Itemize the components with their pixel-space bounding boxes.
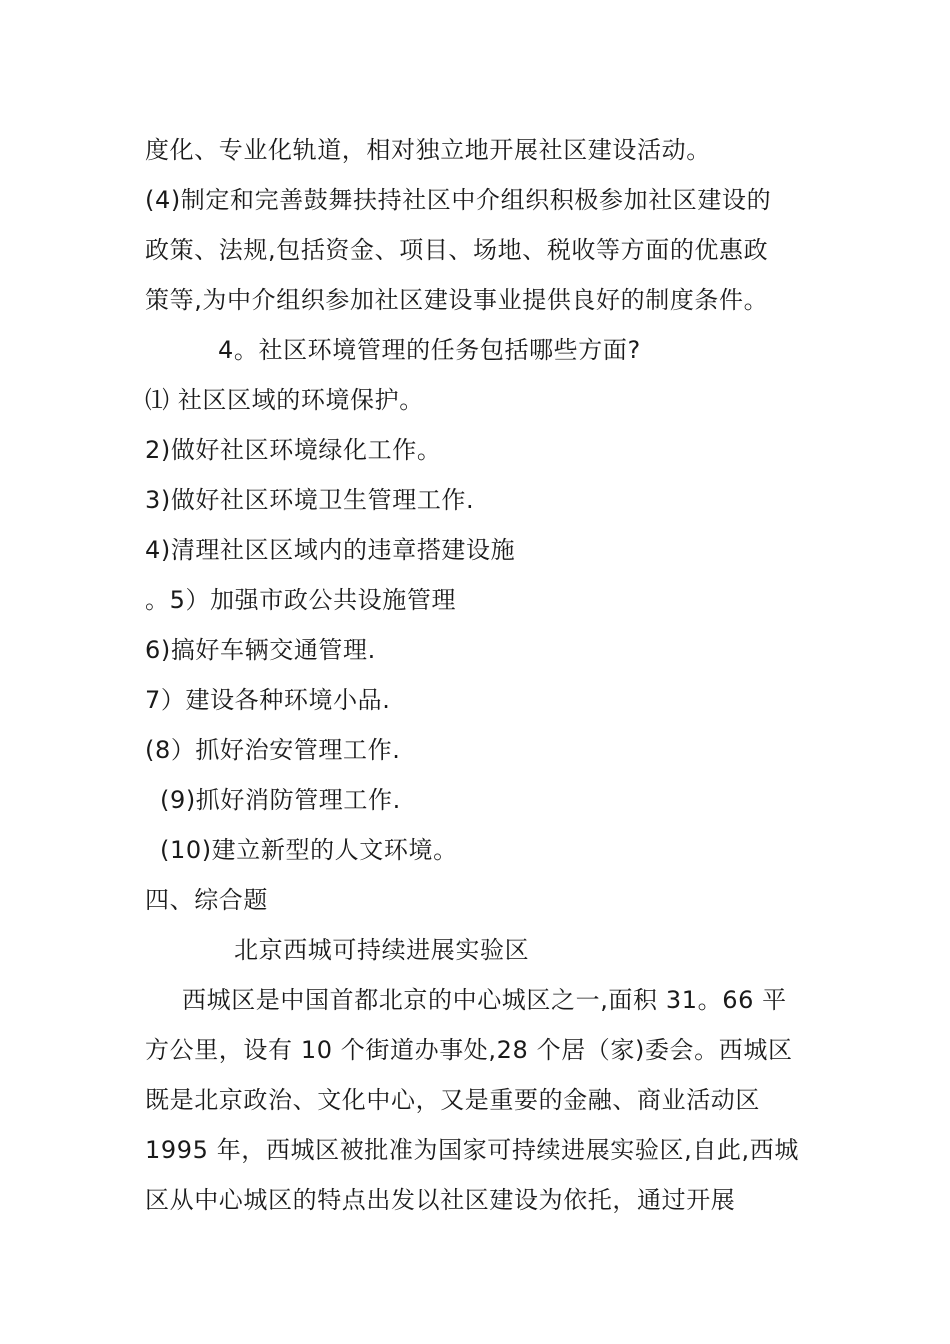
answer-item-2: 2)做好社区环境绿化工作。 [145, 436, 442, 464]
case-paragraph: 西城区是中国首都北京的中心城区之一,面积 31。66 平方公里，设有 10 个街道办事处,28 个居（家)委会。西城区既是北京政治、文化中心，又是重要的金融、商业活动区 1995 年，西城区被批准为国家可持续进展实验区,自此,西城区从中心城区的特点出发以社区建设为依托，通过开展 [145, 986, 799, 1214]
answer-item-1: ⑴ 社区区域的环境保护。 [145, 386, 424, 414]
question-heading: 4。社区环境管理的任务包括哪些方面? [218, 336, 641, 364]
answer-item-7: 7）建设各种环境小品. [145, 686, 391, 714]
answer-item-3: 3)做好社区环境卫生管理工作. [145, 486, 475, 514]
list-item-4: (4)制定和完善鼓舞扶持社区中介组织积极参加社区建设的 [145, 186, 772, 214]
text-line-continuation: 度化、专业化轨道，相对独立地开展社区建设活动。 [145, 136, 711, 164]
section-heading: 四、综合题 [145, 886, 268, 914]
answer-item-5: 。5）加强市政公共设施管理 [145, 586, 457, 614]
list-item-4-cont-1: 政策、法规,包括资金、项目、场地、税收等方面的优惠政 [145, 236, 769, 264]
list-item-4-cont-2: 策等,为中介组织参加社区建设事业提供良好的制度条件。 [145, 286, 769, 314]
answer-item-4: 4)清理社区区域内的违章搭建设施 [145, 536, 516, 564]
answer-item-8: (8）抓好治安管理工作. [145, 736, 401, 764]
answer-item-6: 6)搞好车辆交通管理. [145, 636, 376, 664]
answer-item-9: (9)抓好消防管理工作. [160, 786, 401, 814]
answer-item-10: (10)建立新型的人文环境。 [160, 836, 458, 864]
case-title: 北京西城可持续进展实验区 [234, 936, 530, 964]
